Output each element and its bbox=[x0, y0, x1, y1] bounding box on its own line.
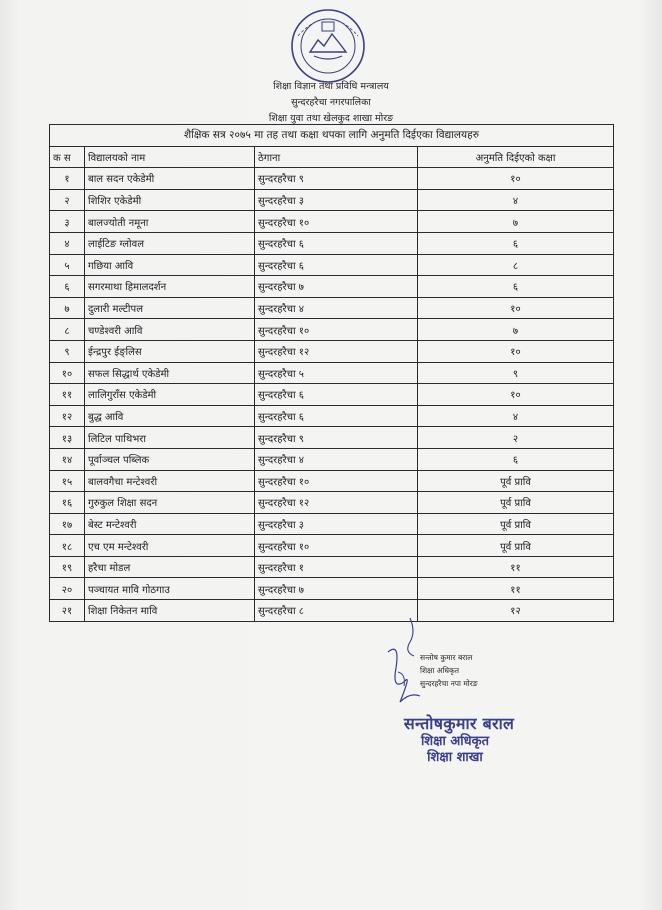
cell-school-name: बेस्ट मन्टेश्वरी bbox=[85, 513, 255, 535]
cell-address: सुन्दरहरैचा ७ bbox=[255, 276, 418, 298]
cell-grade: ७ bbox=[418, 319, 614, 341]
cell-grade: पूर्व प्रावि bbox=[418, 513, 614, 535]
table-title: शैक्षिक सत्र २०७५ मा तह तथा कक्षा थपका लागि अनुमति दिईएका विद्यालयहरु bbox=[50, 125, 614, 147]
cell-grade: १० bbox=[418, 168, 614, 190]
cell-sn: १४ bbox=[50, 448, 85, 470]
cell-address: सुन्दरहरैचा ९ bbox=[255, 427, 418, 449]
cell-address: सुन्दरहरैचा ४ bbox=[255, 448, 418, 470]
table-row bbox=[50, 535, 614, 557]
cell-grade: ११ bbox=[418, 556, 614, 578]
cell-sn: १९ bbox=[50, 556, 85, 578]
cell-sn: १ bbox=[50, 168, 85, 190]
column-header-sn: क स bbox=[50, 146, 85, 168]
table-row bbox=[50, 276, 614, 298]
cell-sn: १२ bbox=[50, 405, 85, 427]
table-row bbox=[50, 319, 614, 341]
cell-address: सुन्दरहरैचा ९ bbox=[255, 168, 418, 190]
cell-address: सुन्दरहरैचा ३ bbox=[255, 513, 418, 535]
table-row bbox=[50, 448, 614, 470]
cell-grade: ९ bbox=[418, 362, 614, 384]
cell-grade: पूर्व प्रावि bbox=[418, 535, 614, 557]
stamp-unit: शिक्षा शाखा bbox=[427, 750, 483, 765]
cell-grade: ११ bbox=[418, 578, 614, 600]
cell-address: सुन्दरहरैचा १० bbox=[255, 319, 418, 341]
cell-school-name: सगरमाथा हिमालदर्शन bbox=[85, 276, 255, 298]
table-row bbox=[50, 578, 614, 600]
cell-sn: २ bbox=[50, 189, 85, 211]
cell-address: सुन्दरहरैचा ३ bbox=[255, 189, 418, 211]
cell-sn: ५ bbox=[50, 254, 85, 276]
cell-sn: ८ bbox=[50, 319, 85, 341]
cell-school-name: चण्डेश्वरी आवि bbox=[85, 319, 255, 341]
table-row bbox=[50, 340, 614, 362]
municipality-line: सुन्दरहरैचा नगरपालिका bbox=[291, 97, 371, 108]
cell-grade: २ bbox=[418, 427, 614, 449]
cell-grade: ६ bbox=[418, 232, 614, 254]
cell-school-name: बाल सदन एकेडेमी bbox=[85, 168, 255, 190]
cell-grade: ४ bbox=[418, 405, 614, 427]
cell-address: सुन्दरहरैचा ७ bbox=[255, 578, 418, 600]
cell-grade: ६ bbox=[418, 276, 614, 298]
table-row bbox=[50, 189, 614, 211]
cell-address: सुन्दरहरैचा १० bbox=[255, 211, 418, 233]
cell-school-name: बालवगैचा मन्टेश्वरी bbox=[85, 470, 255, 492]
cell-address: सुन्दरहरैचा ६ bbox=[255, 254, 418, 276]
table-row bbox=[50, 232, 614, 254]
cell-sn: १८ bbox=[50, 535, 85, 557]
approved-schools-table bbox=[49, 124, 614, 622]
cell-grade: पूर्व प्रावि bbox=[418, 470, 614, 492]
cell-grade: १० bbox=[418, 297, 614, 319]
cell-sn: ७ bbox=[50, 297, 85, 319]
cell-address: सुन्दरहरैचा १ bbox=[255, 556, 418, 578]
cell-address: सुन्दरहरैचा १२ bbox=[255, 340, 418, 362]
cell-grade: १० bbox=[418, 340, 614, 362]
cell-school-name: बुद्ध आवि bbox=[85, 405, 255, 427]
cell-sn: २० bbox=[50, 578, 85, 600]
cell-sn: २१ bbox=[50, 600, 85, 622]
cell-grade: ८ bbox=[418, 254, 614, 276]
cell-school-name: लालिगुराँस एकेडेमी bbox=[85, 384, 255, 406]
column-header-grade: अनुमति दिईएको कक्षा bbox=[418, 146, 614, 168]
table-header-row bbox=[50, 146, 614, 168]
signer-office: सुन्दरहरैचा नपा मोरङ bbox=[420, 679, 478, 688]
cell-sn: ३ bbox=[50, 211, 85, 233]
cell-school-name: एच एम मन्टेश्वरी bbox=[85, 535, 255, 557]
table-row bbox=[50, 513, 614, 535]
cell-address: सुन्दरहरैचा ८ bbox=[255, 600, 418, 622]
cell-school-name: शिशिर एकेडेमी bbox=[85, 189, 255, 211]
stamp-name: सन्तोषकुमार बराल bbox=[403, 714, 515, 733]
cell-school-name: गुरुकुल शिक्षा सदन bbox=[85, 492, 255, 514]
cell-school-name: शिक्षा निकेतन मावि bbox=[85, 600, 255, 622]
cell-grade: पूर्व प्रावि bbox=[418, 492, 614, 514]
municipality-seal-icon bbox=[288, 6, 368, 86]
cell-address: सुन्दरहरैचा ४ bbox=[255, 297, 418, 319]
table-row bbox=[50, 470, 614, 492]
signer-name: सन्तोष कुमार बराल bbox=[420, 653, 473, 662]
cell-sn: ११ bbox=[50, 384, 85, 406]
cell-sn: १० bbox=[50, 362, 85, 384]
table-row bbox=[50, 168, 614, 190]
cell-sn: ६ bbox=[50, 276, 85, 298]
cell-grade: १० bbox=[418, 384, 614, 406]
cell-grade: १२ bbox=[418, 600, 614, 622]
cell-sn: १७ bbox=[50, 513, 85, 535]
cell-grade: ६ bbox=[418, 448, 614, 470]
table-row bbox=[50, 254, 614, 276]
cell-school-name: पञ्चायत मावि गोठगाउ bbox=[85, 578, 255, 600]
cell-sn: ४ bbox=[50, 232, 85, 254]
cell-address: सुन्दरहरैचा १० bbox=[255, 535, 418, 557]
cell-address: सुन्दरहरैचा ६ bbox=[255, 384, 418, 406]
table-row bbox=[50, 492, 614, 514]
cell-sn: १५ bbox=[50, 470, 85, 492]
section-line: शिक्षा युवा तथा खेलकुद शाखा मोरङ bbox=[268, 113, 394, 124]
cell-grade: ४ bbox=[418, 189, 614, 211]
column-header-school: विद्यालयको नाम bbox=[85, 146, 255, 168]
signer-title: शिक्षा अधिकृत bbox=[420, 666, 460, 675]
table-row bbox=[50, 556, 614, 578]
cell-school-name: सफल सिद्धार्थ एकेडेमी bbox=[85, 362, 255, 384]
stamp-title: शिक्षा अधिकृत bbox=[420, 734, 490, 749]
table-row bbox=[50, 427, 614, 449]
cell-grade: ७ bbox=[418, 211, 614, 233]
cell-sn: १३ bbox=[50, 427, 85, 449]
cell-address: सुन्दरहरैचा ६ bbox=[255, 405, 418, 427]
cell-school-name: पूर्वाञ्चल पब्लिक bbox=[85, 448, 255, 470]
cell-address: सुन्दरहरैचा १० bbox=[255, 470, 418, 492]
cell-school-name: लाईटिङ ग्लोवल bbox=[85, 232, 255, 254]
table-row bbox=[50, 362, 614, 384]
table-title-row bbox=[50, 125, 614, 147]
cell-sn: १६ bbox=[50, 492, 85, 514]
table-row bbox=[50, 384, 614, 406]
table-row bbox=[50, 211, 614, 233]
cell-school-name: गछिया आवि bbox=[85, 254, 255, 276]
cell-school-name: दुलारी मल्टीपल bbox=[85, 297, 255, 319]
table-row bbox=[50, 297, 614, 319]
cell-sn: ९ bbox=[50, 340, 85, 362]
cell-school-name: ईन्द्रपुर ईङ्लिस bbox=[85, 340, 255, 362]
column-header-address: ठेगाना bbox=[255, 146, 418, 168]
cell-address: सुन्दरहरैचा ६ bbox=[255, 232, 418, 254]
ministry-line: शिक्षा विज्ञान तथा प्रविधि मन्त्रालय bbox=[273, 81, 389, 92]
cell-school-name: हरैचा मोडल bbox=[85, 556, 255, 578]
table-row bbox=[50, 600, 614, 622]
cell-address: सुन्दरहरैचा १२ bbox=[255, 492, 418, 514]
table-row bbox=[50, 405, 614, 427]
cell-address: सुन्दरहरैचा ५ bbox=[255, 362, 418, 384]
cell-school-name: बालज्योती नमूना bbox=[85, 211, 255, 233]
cell-school-name: लिटिल पाथिभरा bbox=[85, 427, 255, 449]
